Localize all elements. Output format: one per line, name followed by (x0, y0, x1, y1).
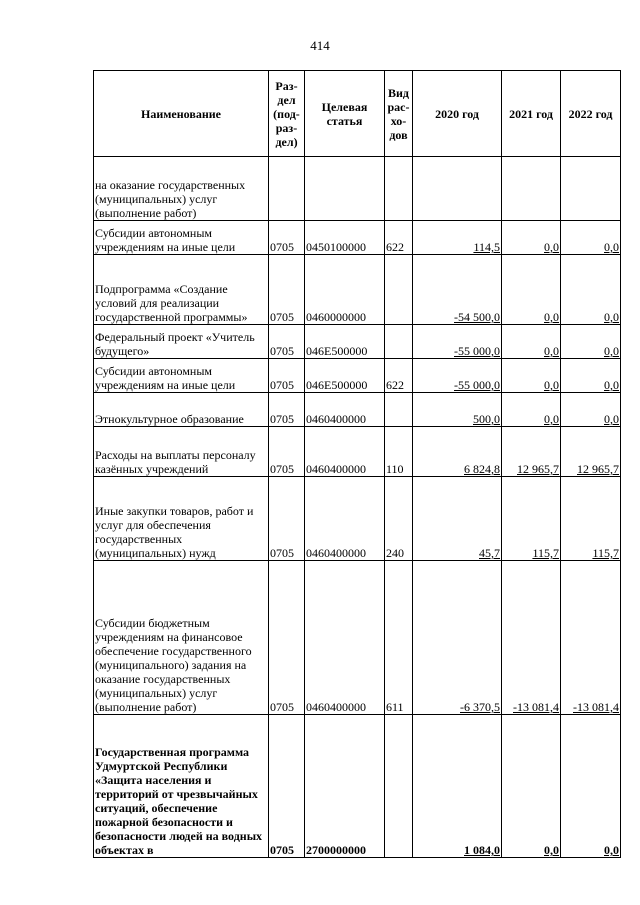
cell-y2020 (413, 157, 502, 221)
cell-value: -55 000,0 (454, 378, 500, 392)
cell-target: 2700000000 (305, 715, 385, 858)
cell-value: 0,0 (544, 310, 559, 324)
table-row (94, 221, 621, 255)
cell-y2021 (502, 221, 561, 255)
cell-y2022 (561, 427, 621, 477)
cell-target: 0460000000 (305, 255, 385, 325)
cell-name: Субсидии бюджетным учреждениям на финансовое обеспечение государственного (муниципального) задания на оказание государственных (муниципальных) услуг (выполнение работ) (94, 561, 269, 715)
cell-section: 0705 (269, 393, 305, 427)
cell-value: 0,0 (604, 310, 619, 324)
cell-value: 6 824,8 (464, 462, 500, 476)
table-row (94, 715, 621, 858)
cell-y2022 (561, 561, 621, 715)
cell-section: 0705 (269, 325, 305, 359)
table-row (94, 157, 621, 221)
cell-y2022 (561, 255, 621, 325)
cell-y2022 (561, 157, 621, 221)
header-2021: 2021 год (502, 71, 561, 157)
cell-y2020 (413, 477, 502, 561)
header-2022: 2022 год (561, 71, 621, 157)
cell-value: 115,7 (592, 546, 619, 560)
cell-kind: 240 (385, 477, 413, 561)
cell-section: 0705 (269, 359, 305, 393)
cell-section: 0705 (269, 477, 305, 561)
table-row (94, 477, 621, 561)
cell-y2021 (502, 157, 561, 221)
cell-kind: 622 (385, 221, 413, 255)
cell-value: -13 081,4 (573, 700, 619, 714)
cell-y2020 (413, 255, 502, 325)
cell-target: 046E500000 (305, 359, 385, 393)
cell-y2022 (561, 221, 621, 255)
cell-section: 0705 (269, 221, 305, 255)
cell-y2022 (561, 325, 621, 359)
header-name: Наименование (94, 71, 269, 157)
cell-value: 0,0 (544, 378, 559, 392)
header-row (94, 71, 621, 157)
cell-y2021 (502, 393, 561, 427)
cell-y2020 (413, 221, 502, 255)
cell-kind (385, 255, 413, 325)
cell-value: -13 081,4 (513, 700, 559, 714)
cell-target: 0460400000 (305, 477, 385, 561)
cell-y2021 (502, 255, 561, 325)
cell-kind (385, 157, 413, 221)
cell-y2021 (502, 561, 561, 715)
cell-y2020 (413, 427, 502, 477)
cell-value: 114,5 (473, 240, 500, 254)
cell-name: Субсидии автономным учреждениям на иные цели (94, 359, 269, 393)
cell-value: 0,0 (604, 378, 619, 392)
cell-y2021 (502, 715, 561, 858)
cell-target: 046E500000 (305, 325, 385, 359)
cell-name: Субсидии автономным учреждениям на иные цели (94, 221, 269, 255)
cell-value: 12 965,7 (517, 462, 559, 476)
cell-y2022 (561, 359, 621, 393)
cell-value: 0,0 (544, 344, 559, 358)
cell-y2022 (561, 715, 621, 858)
table-row (94, 393, 621, 427)
cell-section: 0705 (269, 715, 305, 858)
cell-value: 0,0 (544, 843, 559, 857)
cell-kind (385, 715, 413, 858)
cell-y2021 (502, 477, 561, 561)
table-row (94, 561, 621, 715)
budget-table (93, 70, 621, 858)
cell-section: 0705 (269, 561, 305, 715)
cell-name: Федеральный проект «Учитель будущего» (94, 325, 269, 359)
cell-name: Этнокультурное образование (94, 393, 269, 427)
cell-target (305, 157, 385, 221)
table-row (94, 255, 621, 325)
page-number: 414 (310, 38, 330, 53)
header-section: Раз- дел (под- раз- дел) (269, 71, 305, 157)
cell-target: 0460400000 (305, 427, 385, 477)
cell-kind: 110 (385, 427, 413, 477)
cell-section: 0705 (269, 427, 305, 477)
cell-value: 0,0 (544, 240, 559, 254)
cell-name: на оказание государственных (муниципальных) услуг (выполнение работ) (94, 157, 269, 221)
table-row (94, 325, 621, 359)
cell-target: 0460400000 (305, 393, 385, 427)
cell-value: 0,0 (544, 412, 559, 426)
cell-value: -55 000,0 (454, 344, 500, 358)
cell-kind (385, 325, 413, 359)
header-target: Целевая статья (305, 71, 385, 157)
cell-name: Государственная программа Удмуртской Республики «Защита населения и территорий от чрезвычайных ситуаций, обеспечение пожарной безопасности и безопасности людей на водных объектах в (94, 715, 269, 858)
table-row (94, 427, 621, 477)
cell-value: 12 965,7 (577, 462, 619, 476)
cell-value: 115,7 (532, 546, 559, 560)
cell-y2020 (413, 325, 502, 359)
cell-target: 0460400000 (305, 561, 385, 715)
cell-value: -6 370,5 (460, 700, 500, 714)
cell-section: 0705 (269, 255, 305, 325)
cell-y2021 (502, 359, 561, 393)
cell-y2020 (413, 359, 502, 393)
cell-y2021 (502, 325, 561, 359)
cell-y2020 (413, 561, 502, 715)
cell-target: 0450100000 (305, 221, 385, 255)
cell-kind: 622 (385, 359, 413, 393)
header-2020: 2020 год (413, 71, 502, 157)
cell-value: 0,0 (604, 344, 619, 358)
cell-y2020 (413, 715, 502, 858)
cell-kind (385, 393, 413, 427)
cell-y2020 (413, 393, 502, 427)
cell-name: Расходы на выплаты персоналу казённых учреждений (94, 427, 269, 477)
cell-value: 0,0 (604, 843, 619, 857)
cell-y2022 (561, 477, 621, 561)
cell-name: Подпрограмма «Создание условий для реализации государственной программы» (94, 255, 269, 325)
cell-y2022 (561, 393, 621, 427)
cell-value: 1 084,0 (464, 843, 500, 857)
cell-section (269, 157, 305, 221)
header-kind: Вид рас- хо- дов (385, 71, 413, 157)
cell-y2021 (502, 427, 561, 477)
table-row (94, 359, 621, 393)
cell-value: 0,0 (604, 412, 619, 426)
cell-value: 500,0 (473, 412, 500, 426)
cell-value: -54 500,0 (454, 310, 500, 324)
cell-name: Иные закупки товаров, работ и услуг для обеспечения государственных (муниципальных) нужд (94, 477, 269, 561)
cell-value: 0,0 (604, 240, 619, 254)
cell-value: 45,7 (479, 546, 500, 560)
cell-kind: 611 (385, 561, 413, 715)
